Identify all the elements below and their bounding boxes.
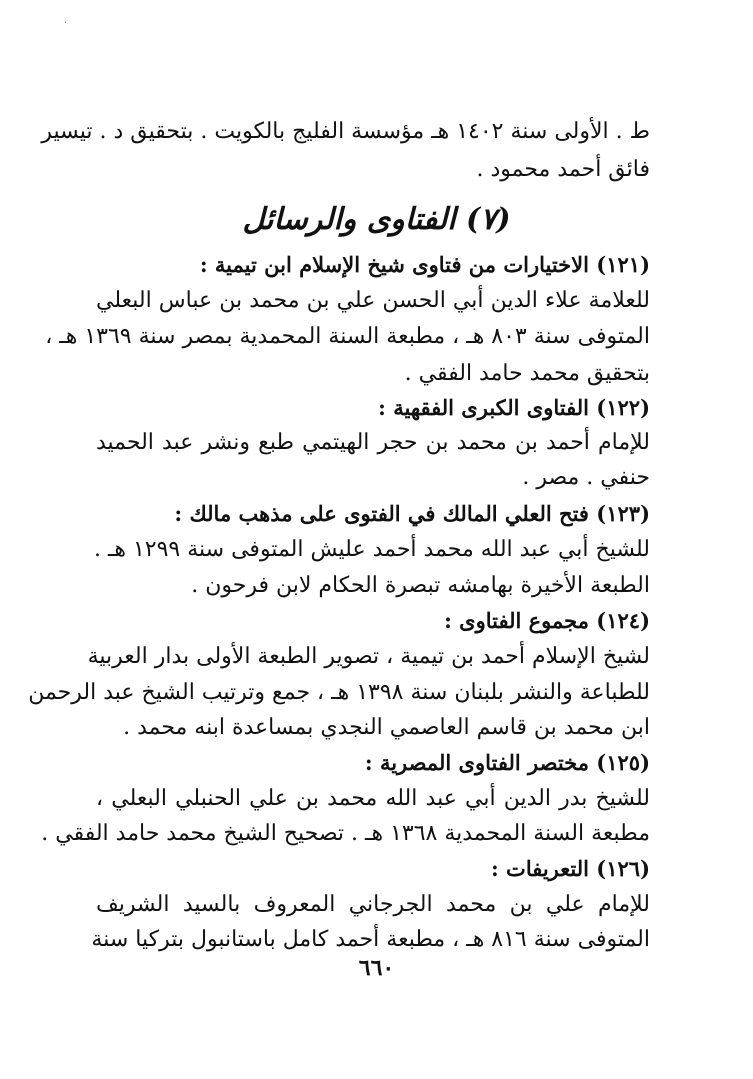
entry-line: لشيخ الإسلام أحمد بن تيمية ، تصوير الطبعة الأولى بدار العربية: [87, 644, 650, 669]
entry-line: مطبعة السنة المحمدية ١٣٦٨ هـ . تصحيح الشيخ محمد حامد الفقي .: [41, 821, 650, 846]
entry-line: للإمام أحمد بن محمد بن حجر الهيتمي طبع ونشر عبد الحميد: [96, 430, 650, 455]
entry-line: للإمام علي بن محمد الجرجاني المعروف بالسيد الشريف: [96, 892, 650, 917]
entry-heading: (١٢٥) مختصر الفتاوى المصرية :: [364, 750, 650, 775]
entry-line: للعلامة علاء الدين أبي الحسن علي بن محمد بن عباس البعلي: [96, 288, 650, 313]
entry-heading: (١٢١) الاختيارات من فتاوى شيخ الإسلام ابن تيمية :: [199, 252, 650, 277]
entry-line: للشيخ أبي عبد الله محمد أحمد عليش المتوفى سنة ١٢٩٩ هـ .: [93, 537, 650, 562]
entry-line: بتحقيق محمد حامد الفقي .: [404, 361, 650, 386]
entry-line: للطباعة والنشر بلبنان سنة ١٣٩٨ هـ ، جمع وترتيب الشيخ عبد الرحمن: [28, 680, 650, 705]
corner-mark: ·: [64, 18, 68, 29]
entry-line: المتوفى سنة ٨٠٣ هـ ، مطبعة السنة المحمدية بمصر سنة ١٣٦٩ هـ ،: [45, 324, 650, 349]
intro-line-1: ط . الأولى سنة ١٤٠٢ هـ مؤسسة الفليج بالكويت . بتحقيق د . تيسير: [41, 119, 650, 144]
entry-heading: (١٢٢) الفتاوى الكبرى الفقهية :: [378, 395, 650, 420]
entry-line: للشيخ بدر الدين أبي عبد الله محمد بن علي الحنبلي البعلي ،: [96, 786, 650, 811]
section-title: (٧) الفتاوى والرسائل: [242, 202, 511, 237]
intro-line-2: فائق أحمد محمود .: [476, 157, 650, 182]
entry-line: الطبعة الأخيرة بهامشه تبصرة الحكام لابن فرحون .: [191, 573, 650, 598]
page-number: ٦٦٠: [358, 955, 395, 981]
entry-heading: (١٢٦) التعريفات :: [490, 856, 650, 881]
entry-line: المتوفى سنة ٨١٦ هـ ، مطبعة أحمد كامل باستانبول بتركيا سنة: [91, 927, 650, 952]
entry-heading: (١٢٤) مجموع الفتاوى :: [444, 608, 650, 633]
entry-line: حنفي . مصر .: [522, 465, 650, 490]
entry-heading: (١٢٣) فتح العلي المالك في الفتوى على مذهب مالك :: [174, 501, 650, 526]
entry-line: ابن محمد بن قاسم العاصمي النجدي بمساعدة ابنه محمد .: [123, 715, 650, 740]
